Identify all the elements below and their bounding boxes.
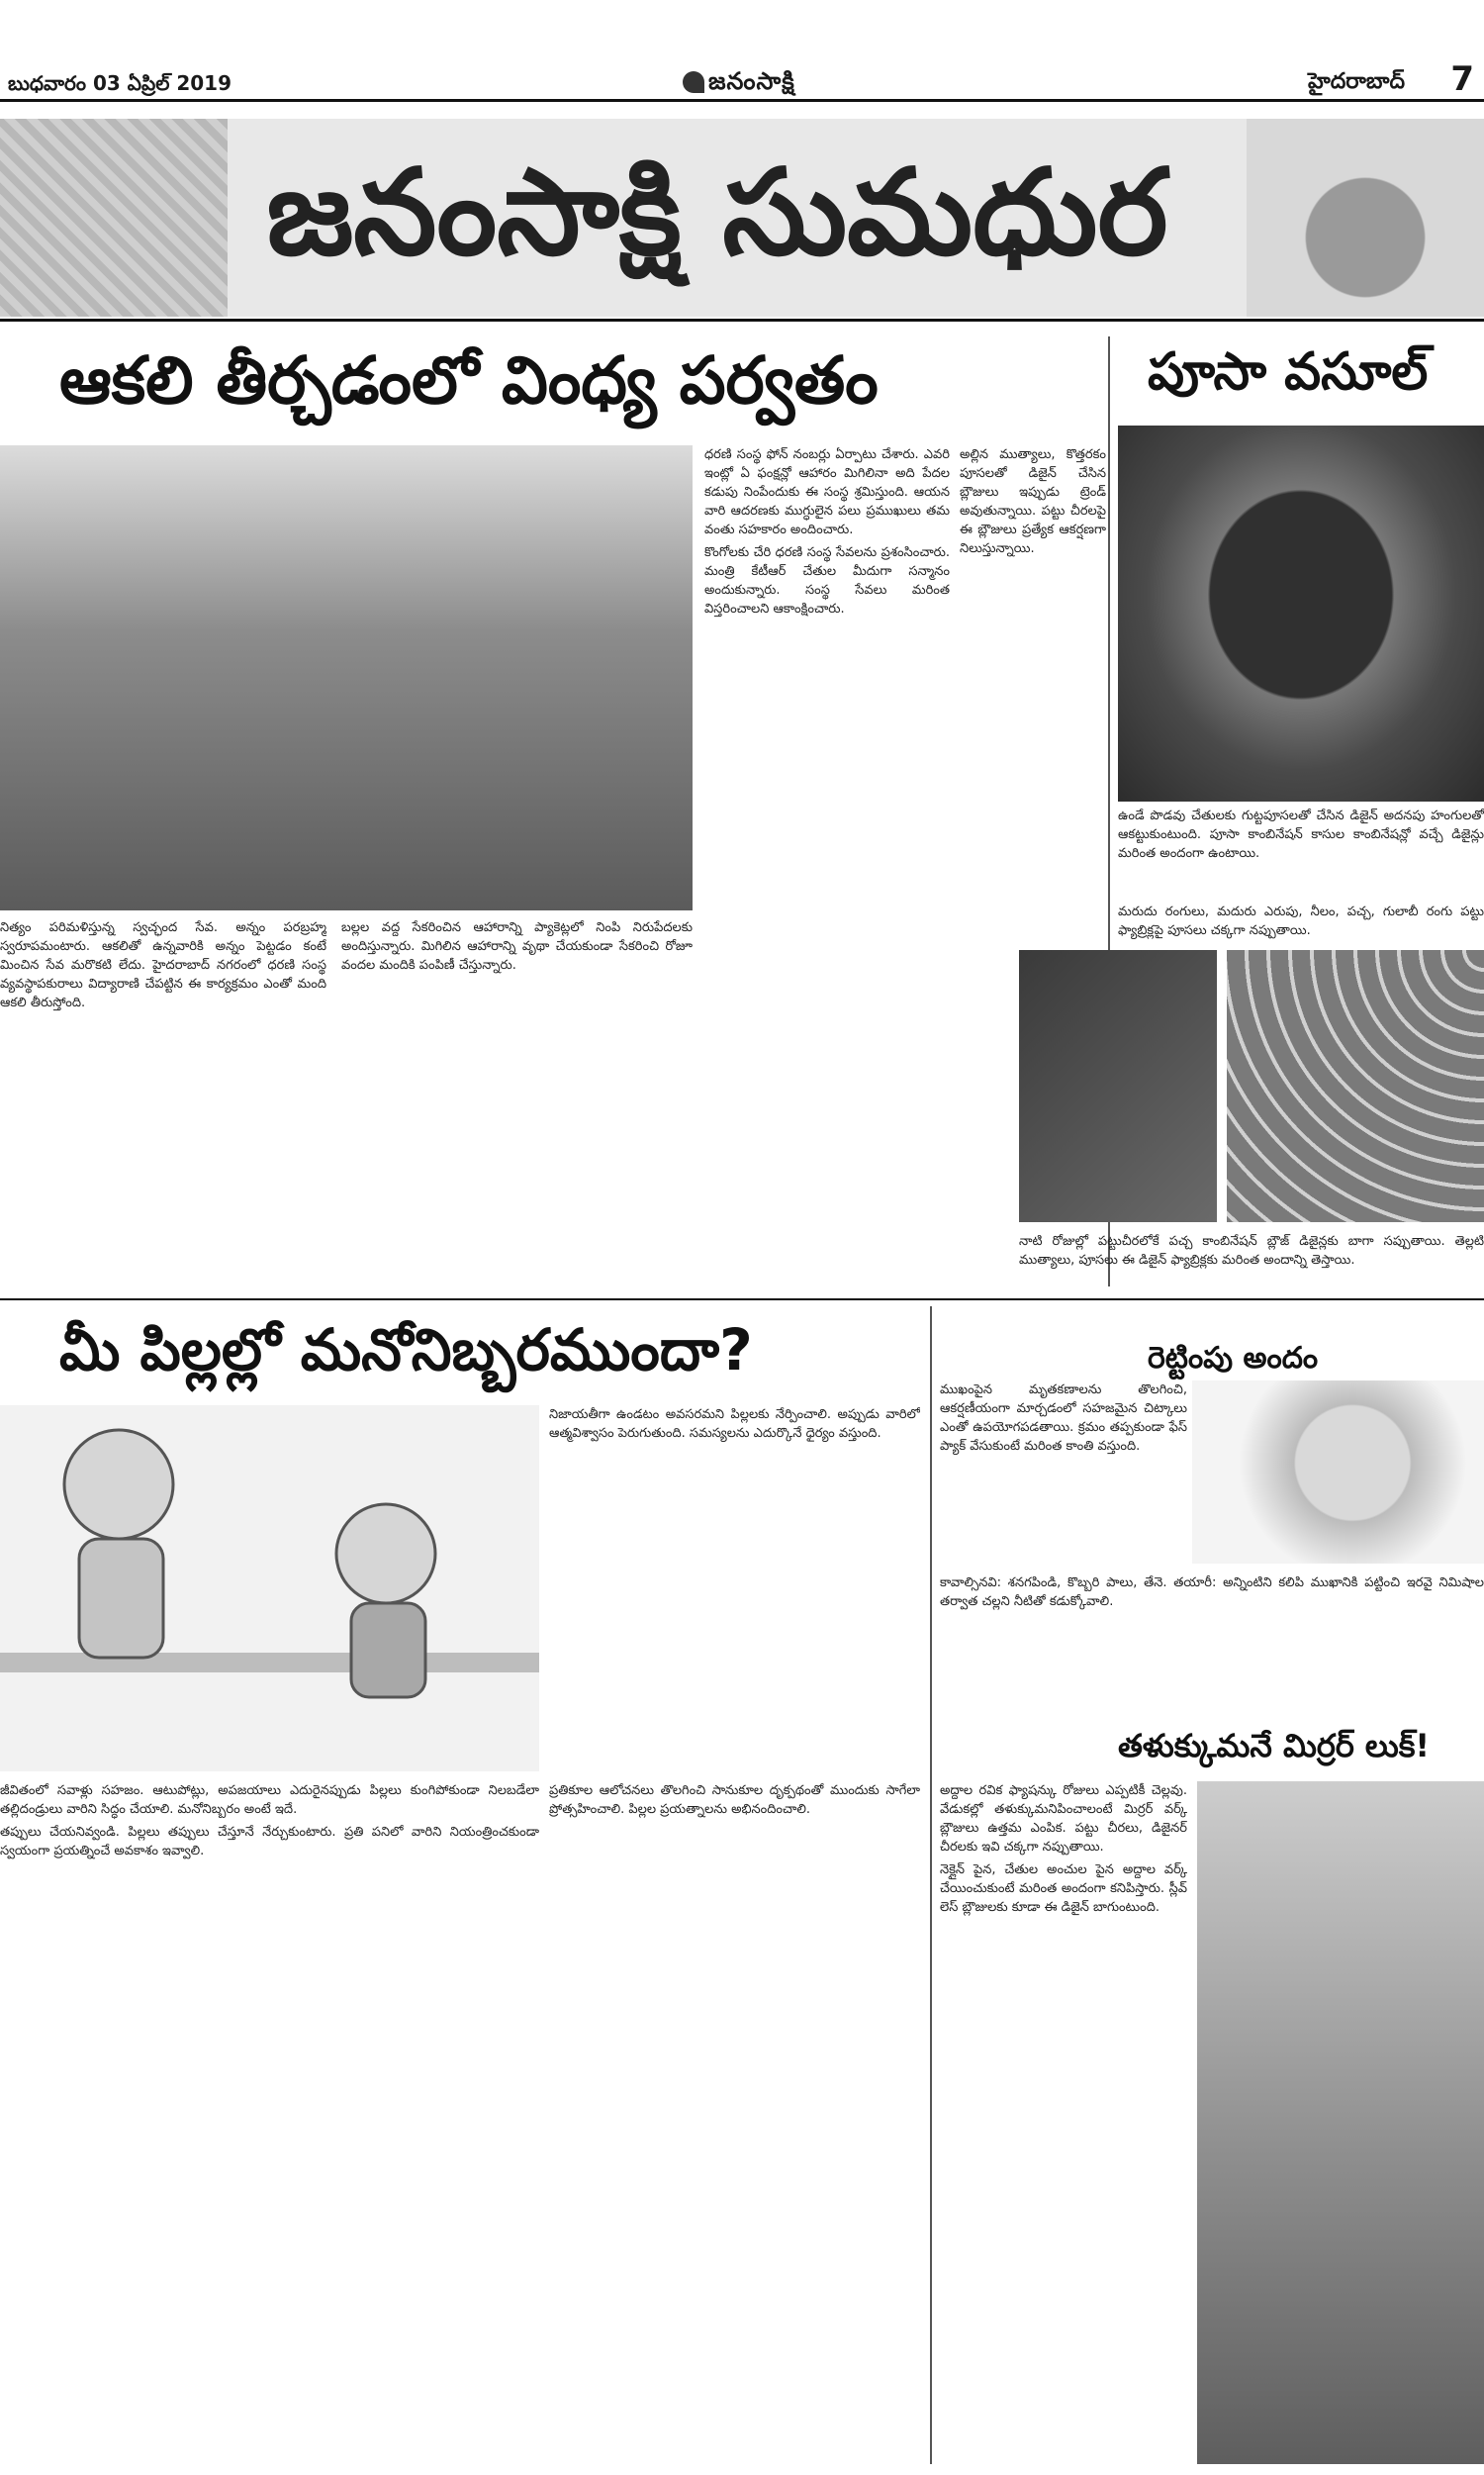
story-paragraph: అద్దాల రవిక ఫ్యాషన్కు రోజులు ఎప్పటికీ చెల్లవు. వేడుకల్లో తళుక్కుమనిపించాలంటే మిర్రర్ వర్క్ బ్లౌజులు ఉత్తమ ఎంపిక. పట్టు చీరలు, డిజైనర్ చీరలకు ఇవి చక్కగా నప్పుతాయి. <box>940 1783 1187 1855</box>
header-rule <box>0 99 1484 102</box>
masthead-illustration-right <box>1247 119 1484 317</box>
page-number: 7 <box>1450 59 1474 99</box>
column-divider <box>930 1306 932 2464</box>
story-paragraph: మరుదు రంగులు, మదురు ఎరుపు, నీలం, పచ్చ, గులాబీ రంగు పట్టు ఫ్యాబ్రిక్లపై పూసలు చక్కగా నప్పుతాయి. <box>1118 904 1484 938</box>
story-paragraph: నెక్లైన్ పైన, చేతుల అంచుల పైన అద్దాల వర్క్ చేయించుకుంటే మరింత అందంగా కనిపిస్తారు. స్లీవ్ లెస్ బ్లౌజులకు కూడా ఈ డిజైన్ బాగుంటుంది. <box>940 1862 1187 1915</box>
story-paragraph: అల్లిన ముత్యాలు, కొత్తరకం పూసలతో డిజైన్ చేసిన బ్లౌజులు ఇప్పుడు ట్రెండ్ అవుతున్నాయి. పట్టు చీరలపై ఈ బ్లౌజులు ప్రత్యేక ఆకర్షణగా నిలుస్తున్నాయి. <box>960 447 1106 556</box>
story-column <box>0 918 326 1277</box>
issue-date: బుధవారం 03 ఏప్రిల్ 2019 <box>8 71 232 95</box>
blouse-photo <box>1118 426 1484 802</box>
story-column <box>940 1573 1484 1717</box>
story-column <box>549 1781 920 2464</box>
story-paragraph: నాటి రోజుల్లో పట్టుచీరలోకే పచ్చ కాంబినేషన్ బ్లౌజ్ డిజైన్లకు బాగా సప్పుతాయి. తెల్లటి ముత్యాలు, పూసలు ఈ డిజైన్ ఫ్యాబ్రిక్లకు మరింత అందాన్ని తెస్తాయి. <box>1019 1234 1484 1268</box>
story-column <box>0 1781 539 2464</box>
masthead-illustration-left <box>0 119 228 317</box>
story-column <box>549 1405 920 1771</box>
kids-illustration <box>0 1405 539 1771</box>
section-title: జనంసాక్షి సుమధుర <box>266 143 1168 282</box>
story-paragraph: ప్రతికూల ఆలోచనలు తొలగించి సానుకూల దృక్పథంతో ముందుకు సాగేలా ప్రోత్సహించాలి. పిల్లల ప్రయత్నాలను అభినందించాలి. <box>549 1783 920 1817</box>
saree-photo <box>1197 1781 1484 2464</box>
story-paragraph: ఉండే పొడవు చేతులకు గుట్టపూసలతో చేసిన డిజైన్ అదనపు హంగులతో ఆకట్టుకుంటుంది. పూసా కాంబినేషన్ కాసుల కాంబినేషన్లో వచ్చే డిజైన్లు మరింత అందంగా ఉంటాయి. <box>1118 809 1484 861</box>
page-header <box>0 0 1484 99</box>
story-column <box>1118 903 1484 942</box>
section-rule <box>0 1298 1484 1300</box>
edition-city: హైదరాబాద్ <box>1308 69 1405 94</box>
story-paragraph: ధరణి సంస్థ ఫోన్ నంబర్లు ఏర్పాటు చేశారు. ఎవరి ఇంట్లో ఏ ఫంక్షన్లో ఆహారం మిగిలినా అది పేదల కడుపు నింపేందుకు ఈ సంస్థ శ్రమిస్తుంది. ఆయన వారి ఆదరణకు ముగ్ధులైన పలు ప్రముఖులు తమ వంతు సహకారం అందించారు. <box>704 447 950 537</box>
brand-logo-icon <box>683 71 704 93</box>
story-paragraph: ముఖంపైన మృతకణాలను తొలగించి, ఆకర్షణీయంగా మార్చడంలో సహజమైన చిట్కాలు ఎంతో ఉపయోగపడతాయి. క్రమం తప్పకుండా ఫేస్ ప్యాక్ వేసుకుంటే మరింత కాంతి వస్తుంది. <box>940 1382 1187 1454</box>
story-paragraph: కొంగోలకు చేరి ధరణి సంస్థ సేవలను ప్రశంసించారు. మంత్రి కేటీఆర్ చేతుల మీదుగా సన్మానం అందుకున్నారు. సంస్థ సేవలు మరింత విస్తరించాలని ఆకాంక్షించారు. <box>704 545 950 617</box>
face-photo <box>1192 1380 1484 1564</box>
story-column <box>940 1781 1187 2464</box>
story-headline: మీ పిల్లల్లో మనోనిబ్బరముందా? <box>59 1316 753 1383</box>
story-column <box>940 1380 1187 1509</box>
story-paragraph: నిజాయతీగా ఉండటం అవసరమని పిల్లలకు నేర్పించాలి. అప్పుడు వారిలో ఆత్మవిశ్వాసం పెరుగుతుంది. సమస్యలను ఎదుర్కొనే ధైర్యం వస్తుంది. <box>549 1407 920 1441</box>
story-paragraph: బల్లల వద్ద సేకరించిన ఆహారాన్ని ప్యాకెట్లలో నింపి నిరుపేదలకు అందిస్తున్నారు. మిగిలిన ఆహారాన్ని వృథా చేయకుండా సేకరించి రోజూ వందల మందికి పంపిణీ చేస్తున్నారు. <box>341 920 693 973</box>
story-headline: తళుక్కుమనే మిర్రర్ లుక్! <box>1118 1727 1430 1764</box>
blouse-photo <box>1019 950 1217 1222</box>
brand-name: జనంసాక్షి <box>708 67 795 95</box>
story-paragraph: తప్పులు చేయనివ్వండి. పిల్లలు తప్పులు చేస్తూనే నేర్చుకుంటారు. ప్రతి పనిలో వారిని నియంత్రించకుండా స్వయంగా ప్రయత్నించే అవకాశం ఇవ్వాలి. <box>0 1825 539 1858</box>
story-column <box>1118 807 1484 901</box>
story-headline: పూసా వసూల్ <box>1148 341 1429 402</box>
story-paragraph: నిత్యం పరిమళిస్తున్న స్వచ్ఛంద సేవ. అన్నం పరబ్రహ్మ స్వరూపమంటారు. ఆకలితో ఉన్నవారికి అన్నం పెట్టడం కంటే మించిన సేవ మరొకటి లేదు. హైదరాబాద్ నగరంలో ధరణి సంస్థ వ్యవస్థాపకురాలు విద్యారాణి చేపట్టిన ఈ కార్యక్రమం ఎంతో మంది ఆకలి తీరుస్తోంది. <box>0 920 326 1010</box>
story-headline: రెట్టింపు అందం <box>1148 1341 1319 1376</box>
kids-illustration-art <box>0 1405 539 1771</box>
section-masthead <box>0 119 1484 317</box>
story-column <box>704 445 950 1277</box>
story-photo-group <box>0 445 693 910</box>
blouse-photo <box>1227 950 1484 1222</box>
story-column <box>1019 1232 1484 1286</box>
story-paragraph: కావాల్సినవి: శనగపిండి, కొబ్బరి పాలు, తేనె. తయారీ: అన్నింటిని కలిపి ముఖానికి పట్టించి ఇరవై నిమిషాల తర్వాత చల్లని నీటితో కడుక్కోవాలి. <box>940 1575 1484 1609</box>
story-column <box>341 918 693 1277</box>
story-paragraph: జీవితంలో సవాళ్లు సహజం. ఆటుపోట్లు, అపజయాలు ఎదురైనప్పుడు పిల్లలు కుంగిపోకుండా నిలబడేలా తల్లిదండ్రులు వారిని సిద్ధం చేయాలి. మనోనిబ్బరం అంటే ఇదే. <box>0 1783 539 1817</box>
story-headline: ఆకలి తీర్చడంలో వింధ్య పర్వతం <box>59 341 879 419</box>
newspaper-brand <box>683 67 795 101</box>
masthead-rule <box>0 319 1484 322</box>
